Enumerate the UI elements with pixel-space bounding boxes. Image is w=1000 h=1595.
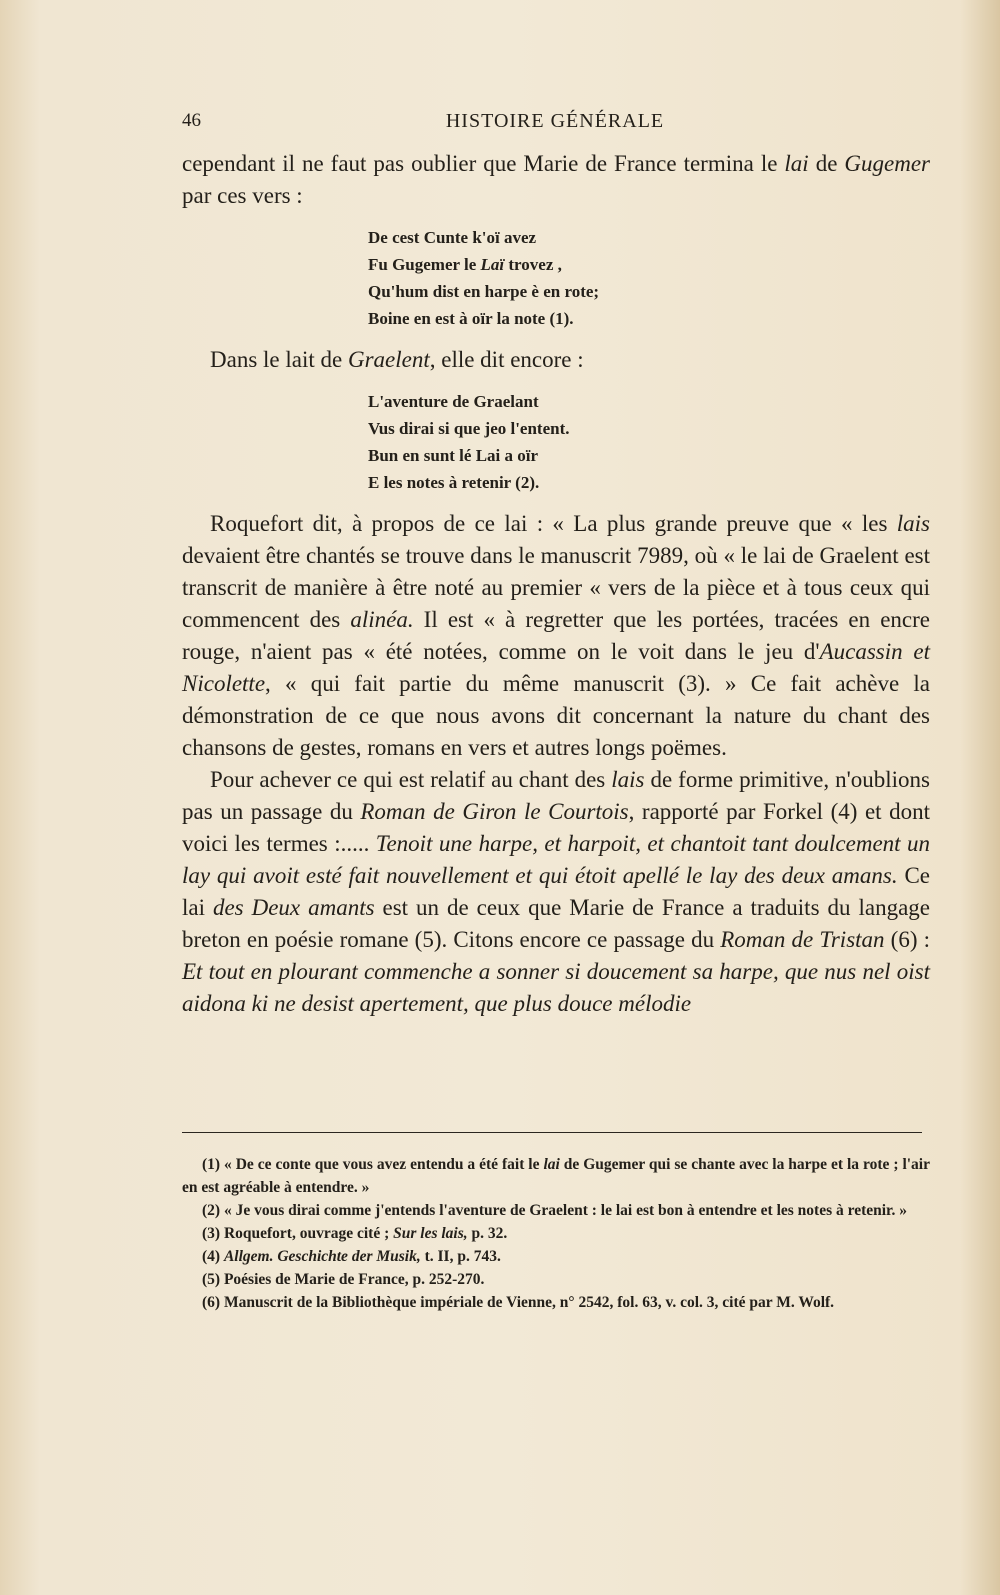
footnote-2: (2) « Je vous dirai comme j'entends l'aventure de Graelent : le lai est bon à entendre et les notes à retenir. » (202, 1202, 908, 1219)
verse-line: Vus dirai si que jeo l'entent. (368, 419, 570, 438)
verse-line: L'aventure de Graelant (368, 392, 539, 411)
footnote-rule (182, 1132, 922, 1133)
paragraph-3: Roquefort dit, à propos de ce lai : « La plus grande preuve que « les lais devaient être chantés se trouve dans le manuscrit 7989, où « le lai de Graelent est transcrit de manière à être noté au premier « vers de la pièce et à tous ceux qui commencent des alinéa. Il est « à regretter que les portées, tracées en encre rouge, n'aient pas « été notées, comme on le voit dans le jeu d'Aucassin et Nicolette, « qui fait partie du même manuscrit (3). » Ce fait achève la démonstration de ce que nous avons dit concernant la nature du chant des chansons de gestes, romans en vers et autres longs poëmes. (182, 511, 930, 760)
paragraph-1: cependant il ne faut pas oublier que Marie de France termina le lai de Gugemer par ces vers : (182, 151, 930, 208)
main-text (182, 148, 930, 1020)
verse-line: E les notes à retenir (2). (368, 473, 540, 492)
verse-line: Boine en est à oïr la note (1). (368, 309, 574, 328)
verse-line: Qu'hum dist en harpe è en rote; (368, 282, 600, 301)
verse-line: De cest Cunte k'oï avez (368, 228, 537, 247)
footnote-6: (6) Manuscrit de la Bibliothèque impériale de Vienne, n° 2542, fol. 63, v. col. 3, cité par M. Wolf. (202, 1294, 835, 1311)
page-number: 46 (182, 110, 201, 131)
page-header (182, 110, 928, 140)
verse-line: Fu Gugemer le Laï trovez , (368, 255, 562, 274)
footnotes (182, 1153, 930, 1314)
paragraph-4: Pour achever ce qui est relatif au chant des lais de forme primitive, n'oublions pas un passage du Roman de Giron le Courtois, rapporté par Forkel (4) et dont voici les termes :..... Tenoit une harpe, et harpoit, et chantoit tant doulcement un lay qui avoit esté fait nouvellement et qui étoit apellé le lay des deux amans. Ce lai des Deux amants est un de ceux que Marie de France a traduits du langage breton en poésie romane (5). Citons encore ce passage du Roman de Tristan (6) : Et tout en plourant commenche a sonner si doucement sa harpe, que nus nel oist aidona ki ne desist apertement, que plus douce mélodie (182, 767, 931, 1016)
verse-quote-1 (368, 224, 930, 332)
footnote-4: (4) Allgem. Geschichte der Musik, t. II, p. 743. (202, 1248, 501, 1265)
running-head: HISTOIRE GÉNÉRALE (445, 110, 665, 132)
footnote-1: (1) « De ce conte que vous avez entendu a été fait le lai de Gugemer qui se chante avec la harpe et la rote ; l'air en est agréable à entendre. » (182, 1156, 930, 1196)
verse-quote-2 (368, 388, 930, 496)
footnote-3: (3) Roquefort, ouvrage cité ; Sur les lais, p. 32. (202, 1225, 508, 1242)
footnote-5: (5) Poésies de Marie de France, p. 252-270. (202, 1271, 485, 1288)
verse-line: Bun en sunt lé Lai a oïr (368, 446, 539, 465)
paragraph-2: Dans le lait de Graelent, elle dit encore : (210, 347, 584, 372)
